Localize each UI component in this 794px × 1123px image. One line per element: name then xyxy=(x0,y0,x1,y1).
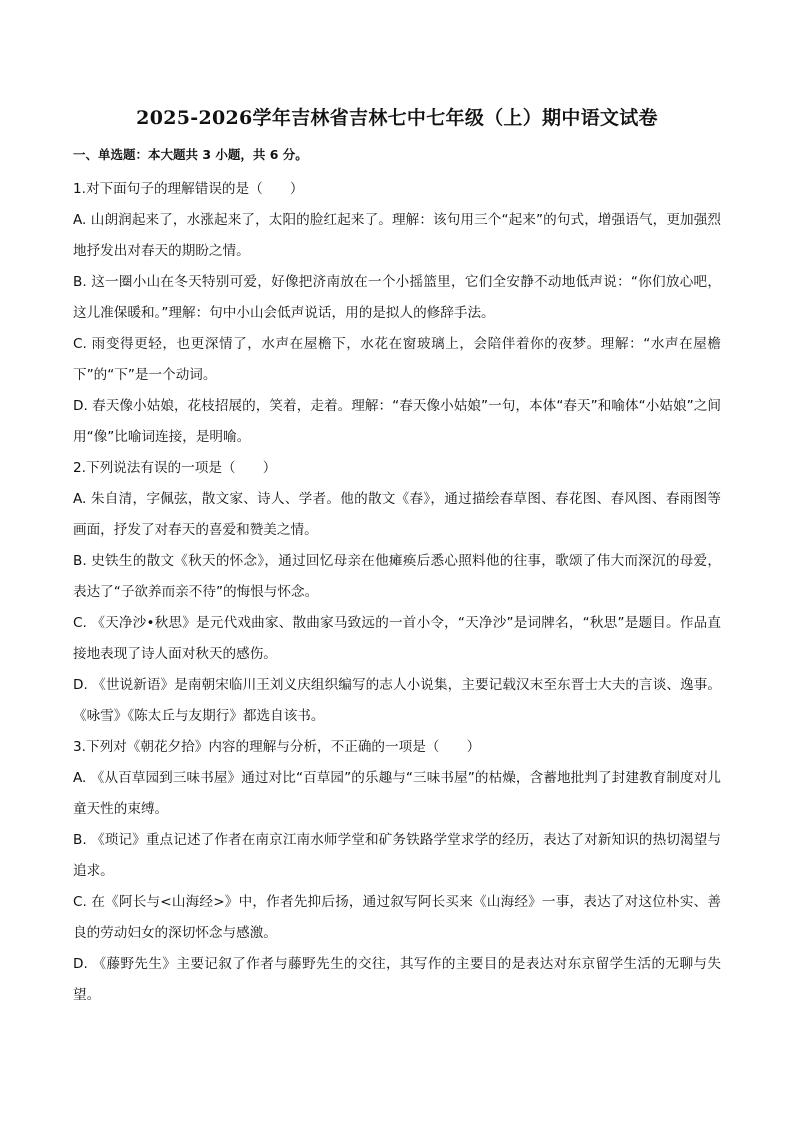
section-header: 一、单选题：本大题共 3 小题，共 6 分。 xyxy=(73,147,308,162)
option-b: B. 《琐记》重点记述了作者在南京江南水师学堂和矿务铁路学堂求学的经历，表达了对新知识的热切渴望与追求。 xyxy=(73,832,721,879)
question-stem: 3.下列对《朝花夕拾》内容的理解与分析，不正确的一项是（ ） xyxy=(73,739,481,755)
question-3 xyxy=(73,732,721,1011)
question-stem: 1.对下面句子的理解错误的是（ ） xyxy=(73,181,304,197)
question-1 xyxy=(73,174,721,453)
exam-title: 2025-2026学年吉林省吉林七中七年级（上）期中语文试卷 xyxy=(136,107,658,129)
option-a: A. 山朗润起来了，水涨起来了，太阳的脸红起来了。理解：该句用三个“起来”的句式，增强语气，更加强烈地抒发出对春天的期盼之情。 xyxy=(73,212,721,259)
option-d: D. 《世说新语》是南朝宋临川王刘义庆组织编写的志人小说集，主要记载汉末至东晋士大夫的言谈、逸事。《咏雪》《陈太丘与友期行》都选自该书。 xyxy=(73,677,721,724)
option-d: D. 春天像小姑娘，花枝招展的，笑着，走着。理解：“春天像小姑娘”一句，本体“春天”和喻体“小姑娘”之间用“像”比喻词连接，是明喻。 xyxy=(73,398,721,445)
option-b: B. 这一圈小山在冬天特别可爱，好像把济南放在一个小摇篮里，它们全安静不动地低声说：“你们放心吧，这儿准保暖和。”理解：句中小山会低声说话，用的是拟人的修辞手法。 xyxy=(73,274,721,321)
question-list xyxy=(73,174,721,1011)
option-c: C. 雨变得更轻，也更深情了，水声在屋檐下，水花在窗玻璃上，会陪伴着你的夜梦。理解：“水声在屋檐下”的“下”是一个动词。 xyxy=(73,336,721,383)
option-c: C. 在《阿长与<山海经>》中，作者先抑后扬，通过叙写阿长买来《山海经》一事，表达了对这位朴实、善良的劳动妇女的深切怀念与感激。 xyxy=(73,894,721,941)
option-a: A. 朱自清，字佩弦，散文家、诗人、学者。他的散文《春》，通过描绘春草图、春花图、春风图、春雨图等画面，抒发了对春天的喜爱和赞美之情。 xyxy=(73,491,721,538)
option-a: A. 《从百草园到三味书屋》通过对比“百草园”的乐趣与“三味书屋”的枯燥，含蓄地批判了封建教育制度对儿童天性的束缚。 xyxy=(73,770,721,817)
option-b: B. 史铁生的散文《秋天的怀念》，通过回忆母亲在他瘫痪后悉心照料他的往事，歌颂了伟大而深沉的母爱，表达了“子欲养而亲不待”的悔恨与怀念。 xyxy=(73,553,721,600)
question-stem: 2.下列说法有误的一项是（ ） xyxy=(73,460,277,476)
option-c: C. 《天净沙•秋思》是元代戏曲家、散曲家马致远的一首小令，“天净沙”是词牌名，“秋思”是题目。作品直接地表现了诗人面对秋天的感伤。 xyxy=(73,615,721,662)
question-2 xyxy=(73,453,721,732)
option-d: D. 《藤野先生》主要记叙了作者与藤野先生的交往，其写作的主要目的是表达对东京留学生活的无聊与失望。 xyxy=(73,956,721,1003)
